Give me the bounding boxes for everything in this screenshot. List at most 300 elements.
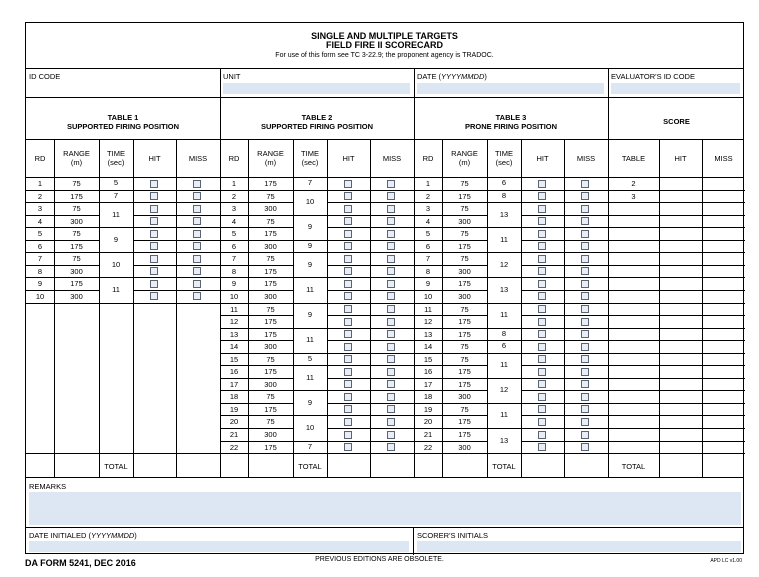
t1-rd-cell: 5 [37,229,43,239]
t3-col-miss: MISS [576,154,596,163]
t3-hit-checkbox[interactable] [538,255,546,263]
version-label: APD LC v1.00 [710,558,742,564]
t3-miss-checkbox[interactable] [581,217,589,225]
t3-hit-checkbox[interactable] [538,393,546,401]
t1-col-miss: MISS [188,154,208,163]
t3-col-time: TIME [495,149,513,158]
t3-range-cell: 175 [458,430,471,439]
t1-hit-checkbox[interactable] [150,217,158,225]
t3-rd-cell: 10 [423,291,433,301]
t3-time-cell: 11 [500,360,508,370]
t3-rd-cell: 19 [423,404,433,414]
t2-time-cell: 5 [307,353,313,363]
t2-time-cell: 10 [305,423,315,432]
t3-hit-checkbox[interactable] [538,355,546,363]
t2-hit-checkbox[interactable] [344,431,352,439]
t2-hit-checkbox[interactable] [344,380,352,388]
t1-time-cell: 11 [112,284,120,294]
t3-miss-checkbox[interactable] [581,343,589,351]
t3-rd-cell: 18 [423,392,433,402]
t2-miss-checkbox[interactable] [387,431,395,439]
t3-range-cell: 175 [458,329,471,339]
t2-time-cell: 7 [307,441,313,451]
form-title-line2: FIELD FIRE II SCORECARD [325,40,443,50]
t2-miss-checkbox[interactable] [387,242,395,250]
t1-time-cell: 9 [113,234,119,244]
t2-range-cell: 75 [266,417,275,427]
t1-hit-checkbox[interactable] [150,180,158,188]
t3-range-cell: 175 [458,279,471,289]
t3-time-cell: 11 [500,410,508,420]
t3-rd-cell: 3 [425,204,431,214]
table3-subtitle: PRONE FIRING POSITION [464,122,558,131]
remarks-field[interactable] [29,492,741,525]
t2-hit-checkbox[interactable] [344,205,352,213]
t3-miss-checkbox[interactable] [581,205,589,213]
t2-hit-checkbox[interactable] [344,305,352,313]
t3-miss-checkbox[interactable] [581,230,589,238]
t1-time-cell: 11 [112,209,120,219]
form-subtitle: For use of this form see TC 3-22.9; the proponent agency is TRADOC. [275,52,494,59]
score-total-label: TOTAL [621,462,646,471]
t3-hit-checkbox[interactable] [538,330,546,338]
t3-rd-cell: 16 [423,367,433,377]
t2-miss-checkbox[interactable] [387,318,395,326]
t2-miss-checkbox[interactable] [387,205,395,213]
t3-miss-checkbox[interactable] [581,393,589,401]
t2-range-cell: 175 [264,442,277,452]
table1-subtitle: SUPPORTED FIRING POSITION [66,122,180,131]
t1-range-cell: 75 [72,254,81,264]
t3-range-cell: 300 [458,291,471,301]
t2-miss-checkbox[interactable] [387,292,395,300]
t3-miss-checkbox[interactable] [581,431,589,439]
t2-miss-checkbox[interactable] [387,405,395,413]
t3-range-cell: 75 [460,204,469,214]
t2-rd-cell: 14 [229,342,239,352]
t2-col-range-unit: (m) [264,158,277,167]
t3-miss-checkbox[interactable] [581,330,589,338]
t3-time-cell: 12 [499,259,509,269]
t2-miss-checkbox[interactable] [387,192,395,200]
scorecard-form [25,22,744,554]
t3-time-cell: 8 [501,328,507,338]
t3-miss-checkbox[interactable] [581,405,589,413]
t2-miss-checkbox[interactable] [387,355,395,363]
t2-miss-checkbox[interactable] [387,180,395,188]
t1-total-label: TOTAL [104,462,128,471]
t3-rd-cell: 11 [424,304,432,314]
t3-rd-cell: 21 [423,430,433,439]
t3-hit-checkbox[interactable] [538,267,546,275]
t3-miss-checkbox[interactable] [581,255,589,263]
t1-rd-cell: 7 [37,254,43,264]
t3-hit-checkbox[interactable] [538,205,546,213]
score-table-cell: 2 [631,179,636,188]
t2-rd-cell: 8 [231,266,237,276]
t3-hit-checkbox[interactable] [538,343,546,351]
t3-miss-checkbox[interactable] [581,267,589,275]
t1-miss-checkbox[interactable] [193,280,201,288]
t1-hit-checkbox[interactable] [150,292,158,300]
t1-rd-cell: 10 [35,291,45,301]
t1-miss-checkbox[interactable] [193,192,201,200]
form-id: DA FORM 5241, DEC 2016 [25,558,136,568]
t3-range-cell: 75 [460,404,469,414]
scorers-initials-label: SCORER'S INITIALS [417,531,489,540]
date-initialed-label: DATE INITIALED (YYYYMMDD) [29,531,137,540]
t3-miss-checkbox[interactable] [581,192,589,200]
t2-miss-checkbox[interactable] [387,267,395,275]
t3-rd-cell: 5 [425,229,431,239]
t2-range-cell: 300 [264,342,277,352]
t3-hit-checkbox[interactable] [538,380,546,388]
t3-col-range-unit: (m) [458,158,471,167]
t2-col-time: TIME [301,149,319,158]
t2-rd-cell: 4 [231,216,237,226]
t1-rd-cell: 6 [37,241,43,251]
t2-hit-checkbox[interactable] [344,355,352,363]
t1-range-cell: 300 [70,216,83,226]
t2-hit-checkbox[interactable] [344,292,352,300]
obsolete-notice: PREVIOUS EDITIONS ARE OBSOLETE. [315,556,444,563]
t1-col-hit: HIT [148,154,161,163]
t2-rd-cell: 13 [229,329,239,339]
t2-range-cell: 75 [266,304,275,314]
t3-range-cell: 75 [460,229,469,239]
t3-range-cell: 175 [458,417,471,427]
t2-range-cell: 300 [264,204,277,214]
t3-col-range: RANGE [451,149,478,158]
date-label: DATE (YYYYMMDD) [417,72,487,81]
t3-range-cell: 175 [458,191,471,201]
t3-rd-cell: 8 [425,266,431,276]
t3-range-cell: 300 [458,216,471,226]
t2-time-cell: 9 [307,222,313,232]
t1-rd-cell: 4 [37,216,43,226]
t3-hit-checkbox[interactable] [538,180,546,188]
table2-subtitle: SUPPORTED FIRING POSITION [260,122,374,131]
date-initialed-field[interactable] [29,541,409,552]
t2-rd-cell: 10 [229,291,239,301]
t2-rd-cell: 18 [229,392,239,402]
t2-range-cell: 175 [264,317,277,327]
t3-rd-cell: 2 [425,191,431,201]
t2-rd-cell: 3 [231,204,237,214]
t2-time-cell: 9 [307,259,313,269]
score-col-table: TABLE [621,154,646,163]
t2-hit-checkbox[interactable] [344,405,352,413]
t2-time-cell: 11 [306,335,314,345]
evaluator-id-label: EVALUATOR'S ID CODE [611,72,695,81]
t1-miss-checkbox[interactable] [193,292,201,300]
t2-hit-checkbox[interactable] [344,242,352,250]
t2-miss-checkbox[interactable] [387,255,395,263]
t2-range-cell: 75 [266,392,275,402]
unit-field[interactable] [223,83,410,94]
t1-time-cell: 5 [113,178,119,188]
date-field[interactable] [417,83,604,94]
t3-col-rd: RD [422,154,434,163]
t1-miss-checkbox[interactable] [193,242,201,250]
t1-time-cell: 10 [111,259,121,269]
t2-hit-checkbox[interactable] [344,280,352,288]
t3-rd-cell: 9 [425,279,431,289]
score-title: SCORE [663,117,690,126]
t2-miss-checkbox[interactable] [387,393,395,401]
t2-range-cell: 175 [264,367,277,377]
t1-hit-checkbox[interactable] [150,242,158,250]
t3-total-label: TOTAL [492,462,516,471]
t2-time-cell: 11 [306,284,314,294]
scorers-initials-field[interactable] [417,541,741,552]
t2-miss-checkbox[interactable] [387,343,395,351]
t3-time-cell: 6 [501,341,507,351]
t2-hit-checkbox[interactable] [344,255,352,263]
t3-rd-cell: 13 [423,329,433,339]
t2-time-cell: 7 [307,178,313,188]
t3-range-cell: 75 [460,342,469,352]
t2-hit-checkbox[interactable] [344,217,352,225]
t3-range-cell: 175 [458,317,471,327]
t2-hit-checkbox[interactable] [344,418,352,426]
t3-miss-checkbox[interactable] [581,318,589,326]
t3-time-cell: 11 [500,234,508,244]
t1-time-cell: 7 [113,190,119,200]
t3-hit-checkbox[interactable] [538,405,546,413]
t2-hit-checkbox[interactable] [344,393,352,401]
t3-hit-checkbox[interactable] [538,192,546,200]
t3-hit-checkbox[interactable] [538,443,546,451]
t2-range-cell: 75 [266,191,275,201]
t3-range-cell: 300 [458,442,471,452]
t1-hit-checkbox[interactable] [150,280,158,288]
t3-range-cell: 75 [460,304,469,314]
t3-hit-checkbox[interactable] [538,368,546,376]
t2-col-miss: MISS [382,154,402,163]
t2-miss-checkbox[interactable] [387,280,395,288]
t1-miss-checkbox[interactable] [193,180,201,188]
t3-rd-cell: 7 [425,254,431,264]
t3-hit-checkbox[interactable] [538,217,546,225]
t2-range-cell: 75 [266,216,275,226]
t2-range-cell: 300 [264,379,277,389]
t1-range-cell: 175 [70,279,83,289]
t2-range-cell: 175 [264,179,277,188]
t3-col-time-unit: (sec) [495,158,513,167]
t3-range-cell: 75 [460,179,469,188]
t1-col-range: RANGE [63,149,90,158]
t1-col-rd: RD [34,154,46,163]
t1-hit-checkbox[interactable] [150,205,158,213]
t3-range-cell: 75 [460,254,469,264]
t3-rd-cell: 4 [425,216,431,226]
t3-hit-checkbox[interactable] [538,292,546,300]
t2-miss-checkbox[interactable] [387,305,395,313]
t2-time-cell: 9 [307,310,313,320]
t1-rd-cell: 9 [37,279,43,289]
t3-rd-cell: 14 [423,342,433,352]
t3-col-hit: HIT [536,154,549,163]
t2-col-time-unit: (sec) [301,158,319,167]
t2-range-cell: 300 [264,291,277,301]
t3-rd-cell: 15 [423,354,433,364]
t2-range-cell: 300 [264,430,277,439]
table1-title: TABLE 1 [107,113,139,122]
t2-hit-checkbox[interactable] [344,330,352,338]
t3-rd-cell: 17 [423,379,433,389]
t1-range-cell: 175 [70,241,83,251]
t2-col-range: RANGE [257,149,284,158]
t1-rd-cell: 3 [37,204,43,214]
t3-time-cell: 13 [499,209,509,219]
t2-rd-cell: 1 [231,179,237,188]
t1-hit-checkbox[interactable] [150,267,158,275]
t2-hit-checkbox[interactable] [344,230,352,238]
table3-title: TABLE 3 [495,113,527,122]
t3-range-cell: 300 [458,266,471,276]
t3-hit-checkbox[interactable] [538,230,546,238]
t1-range-cell: 75 [72,204,81,214]
form-title-line1: SINGLE AND MULTIPLE TARGETS [311,31,458,41]
t2-hit-checkbox[interactable] [344,343,352,351]
t1-hit-checkbox[interactable] [150,255,158,263]
t1-range-cell: 300 [70,291,83,301]
t3-rd-cell: 1 [425,179,431,188]
t3-miss-checkbox[interactable] [581,305,589,313]
table2-title: TABLE 2 [301,113,333,122]
t2-miss-checkbox[interactable] [387,368,395,376]
t2-rd-cell: 20 [229,417,239,427]
t3-time-cell: 13 [499,435,509,445]
t2-rd-cell: 22 [229,442,239,452]
t2-miss-checkbox[interactable] [387,330,395,338]
t2-rd-cell: 12 [229,317,239,327]
t2-rd-cell: 21 [229,430,239,439]
t2-rd-cell: 2 [231,191,237,201]
t2-rd-cell: 19 [229,404,239,414]
remarks-label: REMARKS [29,482,67,491]
unit-label: UNIT [223,72,241,81]
t3-miss-checkbox[interactable] [581,443,589,451]
t2-rd-cell: 7 [231,254,237,264]
t2-range-cell: 175 [264,404,277,414]
t3-range-cell: 300 [458,392,471,402]
t2-range-cell: 75 [266,254,275,264]
t2-time-cell: 9 [307,397,313,407]
t1-miss-checkbox[interactable] [193,267,201,275]
score-table-cell: 3 [631,191,636,201]
t3-hit-checkbox[interactable] [538,318,546,326]
t1-rd-cell: 1 [37,179,43,188]
t3-hit-checkbox[interactable] [538,305,546,313]
t3-rd-cell: 12 [423,317,433,327]
t1-range-cell: 75 [72,229,81,239]
t2-time-cell: 10 [305,197,315,207]
t1-range-cell: 300 [70,266,83,276]
t1-col-time-unit: (sec) [107,158,125,167]
t1-hit-checkbox[interactable] [150,192,158,200]
t2-miss-checkbox[interactable] [387,418,395,426]
t1-col-time: TIME [107,149,125,158]
t2-hit-checkbox[interactable] [344,318,352,326]
t1-hit-checkbox[interactable] [150,230,158,238]
t2-rd-cell: 17 [229,379,239,389]
t2-rd-cell: 6 [231,241,237,251]
t2-rd-cell: 11 [230,304,238,314]
t3-hit-checkbox[interactable] [538,418,546,426]
t1-rd-cell: 8 [37,266,43,276]
t2-miss-checkbox[interactable] [387,380,395,388]
t1-range-cell: 175 [70,191,83,201]
t3-hit-checkbox[interactable] [538,242,546,250]
t3-miss-checkbox[interactable] [581,292,589,300]
score-col-miss: MISS [714,154,733,163]
t3-hit-checkbox[interactable] [538,280,546,288]
t3-time-cell: 13 [499,284,509,294]
t3-rd-cell: 22 [423,442,433,452]
t2-rd-cell: 9 [231,279,237,289]
id-code-label: ID CODE [29,72,61,81]
t3-miss-checkbox[interactable] [581,380,589,388]
t3-rd-cell: 20 [423,417,433,427]
t1-miss-checkbox[interactable] [193,255,201,263]
t2-range-cell: 175 [264,279,277,289]
t2-time-cell: 9 [307,241,313,251]
t2-hit-checkbox[interactable] [344,267,352,275]
t2-miss-checkbox[interactable] [387,217,395,225]
t1-miss-checkbox[interactable] [193,205,201,213]
t3-miss-checkbox[interactable] [581,355,589,363]
t2-col-hit: HIT [342,154,355,163]
t1-rd-cell: 2 [37,191,43,201]
t3-time-cell: 12 [499,385,509,395]
t2-miss-checkbox[interactable] [387,230,395,238]
t3-time-cell: 11 [500,310,508,320]
t2-hit-checkbox[interactable] [344,368,352,376]
t2-range-cell: 75 [266,354,275,364]
t2-hit-checkbox[interactable] [344,180,352,188]
score-col-hit: HIT [674,154,687,163]
t3-rd-cell: 6 [425,241,431,251]
t1-miss-checkbox[interactable] [193,217,201,225]
t2-range-cell: 175 [264,229,277,239]
t2-total-label: TOTAL [298,462,322,471]
t3-range-cell: 75 [460,354,469,364]
t3-range-cell: 175 [458,367,471,377]
t3-miss-checkbox[interactable] [581,368,589,376]
t2-hit-checkbox[interactable] [344,443,352,451]
evaluator-id-field[interactable] [611,83,740,94]
t3-range-cell: 175 [458,241,471,251]
t2-range-cell: 300 [264,241,277,251]
t2-miss-checkbox[interactable] [387,443,395,451]
t3-miss-checkbox[interactable] [581,280,589,288]
t2-rd-cell: 15 [229,354,239,364]
t2-rd-cell: 16 [229,367,239,377]
t1-col-range-unit: (m) [70,158,83,167]
t2-range-cell: 175 [264,266,277,276]
t1-miss-checkbox[interactable] [193,230,201,238]
t3-miss-checkbox[interactable] [581,180,589,188]
t3-hit-checkbox[interactable] [538,431,546,439]
t3-miss-checkbox[interactable] [581,418,589,426]
t3-miss-checkbox[interactable] [581,242,589,250]
t1-range-cell: 75 [72,179,81,188]
t2-hit-checkbox[interactable] [344,192,352,200]
t3-range-cell: 175 [458,379,471,389]
t2-range-cell: 175 [264,329,277,339]
